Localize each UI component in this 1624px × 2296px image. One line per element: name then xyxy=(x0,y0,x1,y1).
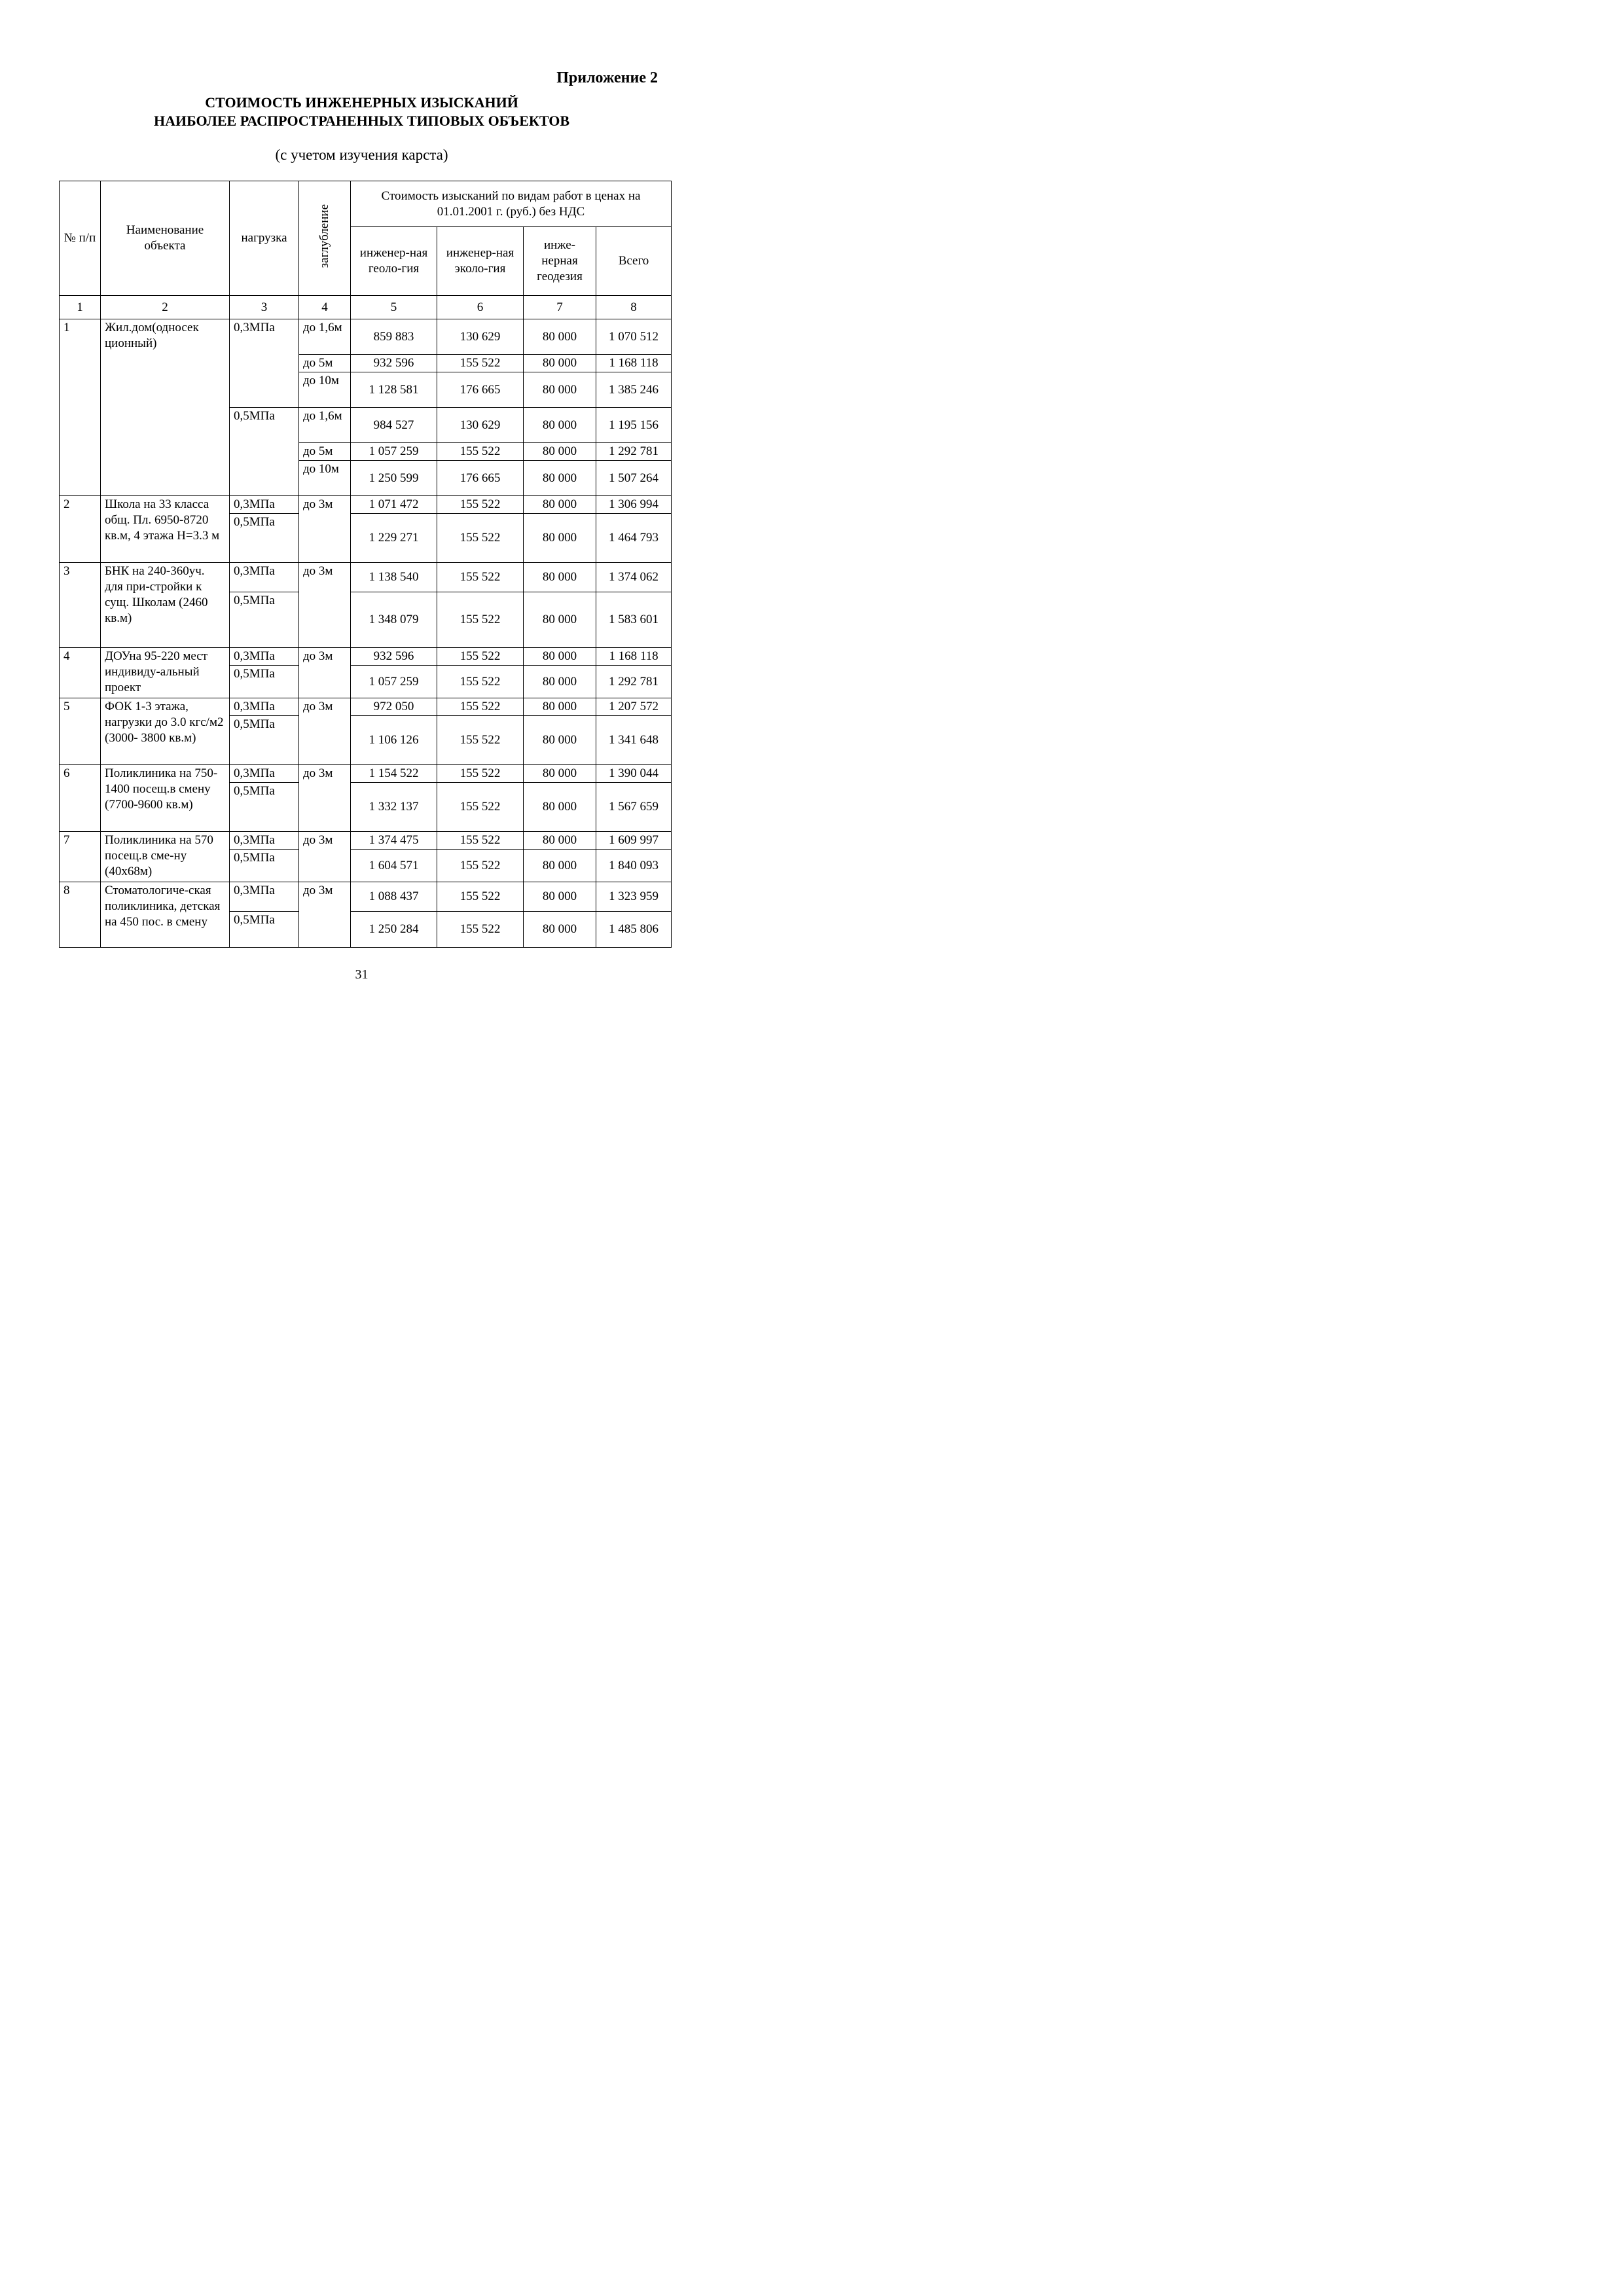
ecology-cost: 155 522 xyxy=(437,648,524,666)
ecology-cost: 155 522 xyxy=(437,514,524,563)
total-cost: 1 292 781 xyxy=(596,666,672,698)
table-row xyxy=(60,648,672,666)
column-number: 5 xyxy=(351,296,437,319)
load-cell: 0,5МПа xyxy=(230,408,299,496)
depth-cell: до 3м xyxy=(299,832,351,882)
total-cost: 1 390 044 xyxy=(596,765,672,783)
ecology-cost: 155 522 xyxy=(437,765,524,783)
load-cell: 0,3МПа xyxy=(230,882,299,912)
object-name: ДОУна 95-220 мест индивиду-альный проект xyxy=(101,648,230,698)
header-load: нагрузка xyxy=(230,181,299,296)
object-name: Поликлиника на 570 посещ.в сме-ну (40х68м) xyxy=(101,832,230,882)
column-numbers-row xyxy=(60,296,672,319)
depth-cell: до 3м xyxy=(299,648,351,698)
depth-cell: до 3м xyxy=(299,698,351,765)
table-row xyxy=(60,882,672,912)
total-cost: 1 195 156 xyxy=(596,408,672,443)
geodesy-cost: 80 000 xyxy=(524,716,596,765)
geodesy-cost: 80 000 xyxy=(524,319,596,355)
column-number: 1 xyxy=(60,296,101,319)
header-geodesy: инже-нерная геодезия xyxy=(524,227,596,296)
total-cost: 1 306 994 xyxy=(596,496,672,514)
ecology-cost: 155 522 xyxy=(437,563,524,592)
geodesy-cost: 80 000 xyxy=(524,355,596,372)
ecology-cost: 155 522 xyxy=(437,698,524,716)
depth-cell: до 1,6м xyxy=(299,408,351,443)
total-cost: 1 374 062 xyxy=(596,563,672,592)
appendix-label: Приложение 2 xyxy=(556,69,658,86)
row-number: 6 xyxy=(60,765,101,832)
row-number: 7 xyxy=(60,832,101,882)
depth-cell: до 5м xyxy=(299,443,351,461)
load-cell: 0,3МПа xyxy=(230,319,299,408)
geology-cost: 972 050 xyxy=(351,698,437,716)
ecology-cost: 155 522 xyxy=(437,716,524,765)
load-cell: 0,5МПа xyxy=(230,592,299,648)
ecology-cost: 155 522 xyxy=(437,832,524,850)
row-number: 4 xyxy=(60,648,101,698)
header-total: Всего xyxy=(596,227,672,296)
depth-cell: до 3м xyxy=(299,496,351,563)
column-number: 7 xyxy=(524,296,596,319)
header-cost-group: Стоимость изысканий по видам работ в ценах на 01.01.2001 г. (руб.) без НДС xyxy=(351,181,672,227)
header-depth-text: заглубление xyxy=(317,204,331,268)
load-cell: 0,5МПа xyxy=(230,514,299,563)
geodesy-cost: 80 000 xyxy=(524,408,596,443)
object-name: Школа на 33 класса общ. Пл. 6950-8720 кв.м, 4 этажа Н=3.3 м xyxy=(101,496,230,563)
load-cell: 0,5МПа xyxy=(230,666,299,698)
total-cost: 1 385 246 xyxy=(596,372,672,408)
header-depth xyxy=(299,181,351,296)
geodesy-cost: 80 000 xyxy=(524,698,596,716)
ecology-cost: 155 522 xyxy=(437,666,524,698)
table-row xyxy=(60,698,672,716)
header-no: № п/п xyxy=(60,181,101,296)
total-cost: 1 207 572 xyxy=(596,698,672,716)
column-number: 8 xyxy=(596,296,672,319)
object-name: Жил.дом(односек ционный) xyxy=(101,319,230,496)
document-title xyxy=(0,94,723,130)
total-cost: 1 168 118 xyxy=(596,648,672,666)
load-cell: 0,3МПа xyxy=(230,698,299,716)
total-cost: 1 323 959 xyxy=(596,882,672,912)
geodesy-cost: 80 000 xyxy=(524,496,596,514)
total-cost: 1 341 648 xyxy=(596,716,672,765)
geodesy-cost: 80 000 xyxy=(524,563,596,592)
header-geology: инженер-ная геоло-гия xyxy=(351,227,437,296)
geology-cost: 1 071 472 xyxy=(351,496,437,514)
total-cost: 1 609 997 xyxy=(596,832,672,850)
geodesy-cost: 80 000 xyxy=(524,514,596,563)
total-cost: 1 583 601 xyxy=(596,592,672,648)
ecology-cost: 176 665 xyxy=(437,461,524,496)
ecology-cost: 176 665 xyxy=(437,372,524,408)
geology-cost: 859 883 xyxy=(351,319,437,355)
ecology-cost: 130 629 xyxy=(437,319,524,355)
row-number: 1 xyxy=(60,319,101,496)
geology-cost: 1 604 571 xyxy=(351,850,437,882)
geology-cost: 984 527 xyxy=(351,408,437,443)
geology-cost: 932 596 xyxy=(351,648,437,666)
load-cell: 0,3МПа xyxy=(230,765,299,783)
ecology-cost: 155 522 xyxy=(437,882,524,912)
depth-cell: до 10м xyxy=(299,372,351,408)
total-cost: 1 507 264 xyxy=(596,461,672,496)
ecology-cost: 155 522 xyxy=(437,912,524,948)
title-line-2: НАИБОЛЕЕ РАСПРОСТРАНЕННЫХ ТИПОВЫХ ОБЪЕКТОВ xyxy=(153,113,570,129)
row-number: 3 xyxy=(60,563,101,648)
ecology-cost: 155 522 xyxy=(437,592,524,648)
depth-cell: до 5м xyxy=(299,355,351,372)
row-number: 8 xyxy=(60,882,101,948)
total-cost: 1 840 093 xyxy=(596,850,672,882)
depth-cell: до 3м xyxy=(299,882,351,948)
ecology-cost: 155 522 xyxy=(437,443,524,461)
object-name: ФОК 1-3 этажа, нагрузки до 3.0 кгс/м2 (3000- 3800 кв.м) xyxy=(101,698,230,765)
page-number: 31 xyxy=(355,967,369,982)
load-cell: 0,3МПа xyxy=(230,563,299,592)
load-cell: 0,3МПа xyxy=(230,832,299,850)
column-number: 2 xyxy=(101,296,230,319)
geodesy-cost: 80 000 xyxy=(524,832,596,850)
cost-table xyxy=(59,181,672,948)
geology-cost: 1 348 079 xyxy=(351,592,437,648)
header-name: Наименование объекта xyxy=(101,181,230,296)
geology-cost: 1 154 522 xyxy=(351,765,437,783)
ecology-cost: 155 522 xyxy=(437,783,524,832)
ecology-cost: 155 522 xyxy=(437,850,524,882)
title-line-1: СТОИМОСТЬ ИНЖЕНЕРНЫХ ИЗЫСКАНИЙ xyxy=(205,94,518,111)
geodesy-cost: 80 000 xyxy=(524,912,596,948)
load-cell: 0,5МПа xyxy=(230,912,299,948)
geodesy-cost: 80 000 xyxy=(524,592,596,648)
row-number: 5 xyxy=(60,698,101,765)
document-subtitle: (с учетом изучения карста) xyxy=(275,147,448,163)
table-row xyxy=(60,765,672,783)
depth-cell: до 3м xyxy=(299,563,351,648)
ecology-cost: 130 629 xyxy=(437,408,524,443)
header-ecology: инженер-ная эколо-гия xyxy=(437,227,524,296)
column-number: 3 xyxy=(230,296,299,319)
depth-cell: до 10м xyxy=(299,461,351,496)
load-cell: 0,5МПа xyxy=(230,783,299,832)
geology-cost: 1 057 259 xyxy=(351,666,437,698)
object-name: БНК на 240-360уч. для при-стройки к сущ. Школам (2460 кв.м) xyxy=(101,563,230,648)
geodesy-cost: 80 000 xyxy=(524,882,596,912)
total-cost: 1 070 512 xyxy=(596,319,672,355)
column-number: 4 xyxy=(299,296,351,319)
geology-cost: 1 106 126 xyxy=(351,716,437,765)
ecology-cost: 155 522 xyxy=(437,496,524,514)
table-row xyxy=(60,563,672,592)
geology-cost: 1 088 437 xyxy=(351,882,437,912)
table-row xyxy=(60,319,672,355)
load-cell: 0,5МПа xyxy=(230,850,299,882)
total-cost: 1 567 659 xyxy=(596,783,672,832)
object-name: Стоматологиче-ская поликлиника, детская на 450 пос. в смену xyxy=(101,882,230,948)
geodesy-cost: 80 000 xyxy=(524,443,596,461)
row-number: 2 xyxy=(60,496,101,563)
geodesy-cost: 80 000 xyxy=(524,765,596,783)
object-name: Поликлиника на 750-1400 посещ.в смену (7700-9600 кв.м) xyxy=(101,765,230,832)
total-cost: 1 292 781 xyxy=(596,443,672,461)
depth-cell: до 1,6м xyxy=(299,319,351,355)
geology-cost: 932 596 xyxy=(351,355,437,372)
depth-cell: до 3м xyxy=(299,765,351,832)
total-cost: 1 464 793 xyxy=(596,514,672,563)
geodesy-cost: 80 000 xyxy=(524,850,596,882)
geology-cost: 1 057 259 xyxy=(351,443,437,461)
geology-cost: 1 374 475 xyxy=(351,832,437,850)
total-cost: 1 168 118 xyxy=(596,355,672,372)
load-cell: 0,5МПа xyxy=(230,716,299,765)
table-row xyxy=(60,496,672,514)
geology-cost: 1 250 284 xyxy=(351,912,437,948)
ecology-cost: 155 522 xyxy=(437,355,524,372)
load-cell: 0,3МПа xyxy=(230,496,299,514)
geodesy-cost: 80 000 xyxy=(524,372,596,408)
table-row xyxy=(60,832,672,850)
geology-cost: 1 229 271 xyxy=(351,514,437,563)
geology-cost: 1 128 581 xyxy=(351,372,437,408)
load-cell: 0,3МПа xyxy=(230,648,299,666)
geology-cost: 1 332 137 xyxy=(351,783,437,832)
geodesy-cost: 80 000 xyxy=(524,666,596,698)
geology-cost: 1 138 540 xyxy=(351,563,437,592)
geology-cost: 1 250 599 xyxy=(351,461,437,496)
geodesy-cost: 80 000 xyxy=(524,461,596,496)
geodesy-cost: 80 000 xyxy=(524,783,596,832)
geodesy-cost: 80 000 xyxy=(524,648,596,666)
column-number: 6 xyxy=(437,296,524,319)
total-cost: 1 485 806 xyxy=(596,912,672,948)
